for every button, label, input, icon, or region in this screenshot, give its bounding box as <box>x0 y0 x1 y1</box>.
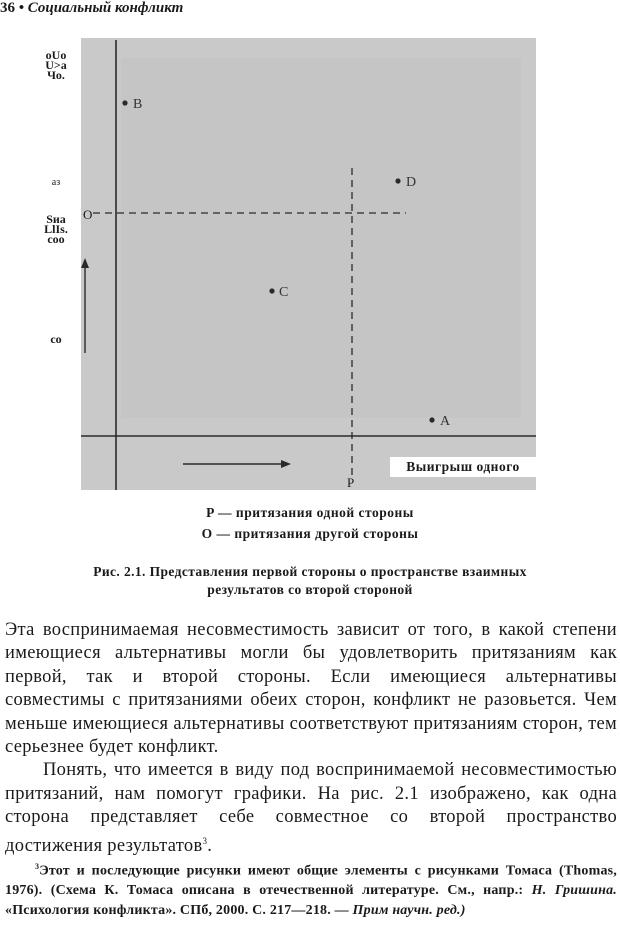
figure-caption <box>0 563 620 599</box>
y-axis-label-part-3: SиaLlIs.coo <box>44 212 68 246</box>
footnote-body <box>5 857 617 920</box>
point-b-label: B <box>133 97 143 112</box>
o-axis-label: O <box>83 207 93 222</box>
point-d-marker <box>395 178 400 183</box>
running-head <box>0 0 183 17</box>
figure-2-1 <box>81 38 536 490</box>
y-axis-label-part-1: oUoU>aЧo. <box>45 50 67 82</box>
footnote-editor-note: Прим научн. ред.) <box>352 902 466 918</box>
caption-line-1: Рис. 2.1. Представления первой стороны о пространстве взаимных <box>93 564 527 579</box>
running-head-title: Социальный конфликт <box>27 0 184 16</box>
body-text <box>5 619 617 858</box>
y-axis-label-part-4: co <box>50 332 62 344</box>
legend-o: O — притязания другой стороны <box>201 526 419 541</box>
legend-p: P — притязания одной стороны <box>206 505 414 520</box>
footnote-mark: 3 <box>35 862 40 871</box>
figure-plot <box>81 38 536 490</box>
caption-line-2: результатов со второй стороной <box>207 582 413 597</box>
p-axis-label: P <box>347 475 355 490</box>
paragraph-1: Эта воспринимаемая несовместимость зависит от того, в какой степени имеющиеся альтернативы могли бы удовлетворить притязаниям как первой, так и второй стороны. Если имеющиеся альтернативы совместимы с притязаниями обеих сторон, конфликт не разовьется. Чем меньше имеющиеся альтернативы соответствуют притязаниям сторон, тем серьезнее будет конфликт. <box>5 620 617 758</box>
y-axis-label-part-2: аз <box>51 177 61 188</box>
footnote <box>5 857 617 920</box>
footnote-text-1: Этот и последующие рисунки имеют общие элементы с рисунками Томаса (Thomas, 1976). (Схема К. Томаса описана в отечественной литературе. См., напр.: <box>5 863 617 899</box>
point-c-label: C <box>279 285 289 300</box>
footnote-text-2: «Психология конфликта». СПб, 2000. С. 217—218. — <box>5 902 353 918</box>
point-d-label: D <box>406 175 417 190</box>
page-number: 36 <box>0 0 15 16</box>
paragraph-2: Понять, что имеется в виду под воспринимаемой несовместимостью притязаний, нам помогут графики. На рис. 2.1 изображено, как одна сторона представляет себе совместное со второй пространство достижения результатов$^3$. <box>5 760 617 856</box>
point-c-marker <box>269 288 274 293</box>
point-a-label: A <box>440 414 451 429</box>
y-axis-label <box>44 50 68 344</box>
footnote-ref: 3 <box>202 835 208 846</box>
figure-shade <box>121 58 521 418</box>
point-b-marker <box>122 100 127 105</box>
running-head-separator: • <box>18 0 25 16</box>
paragraph-2-text: Понять, что имеется в виду под воспринимаемой несовместимостью притязаний, нам помогут графики. На рис. 2.1 изображено, как одна сторона представляет себе совместное со второй пространство достижения результатов <box>5 760 617 856</box>
point-a-marker <box>429 417 434 422</box>
x-axis-label: Выигрыш одного <box>390 457 536 477</box>
footnote-author: Н. Гришина. <box>531 883 617 899</box>
